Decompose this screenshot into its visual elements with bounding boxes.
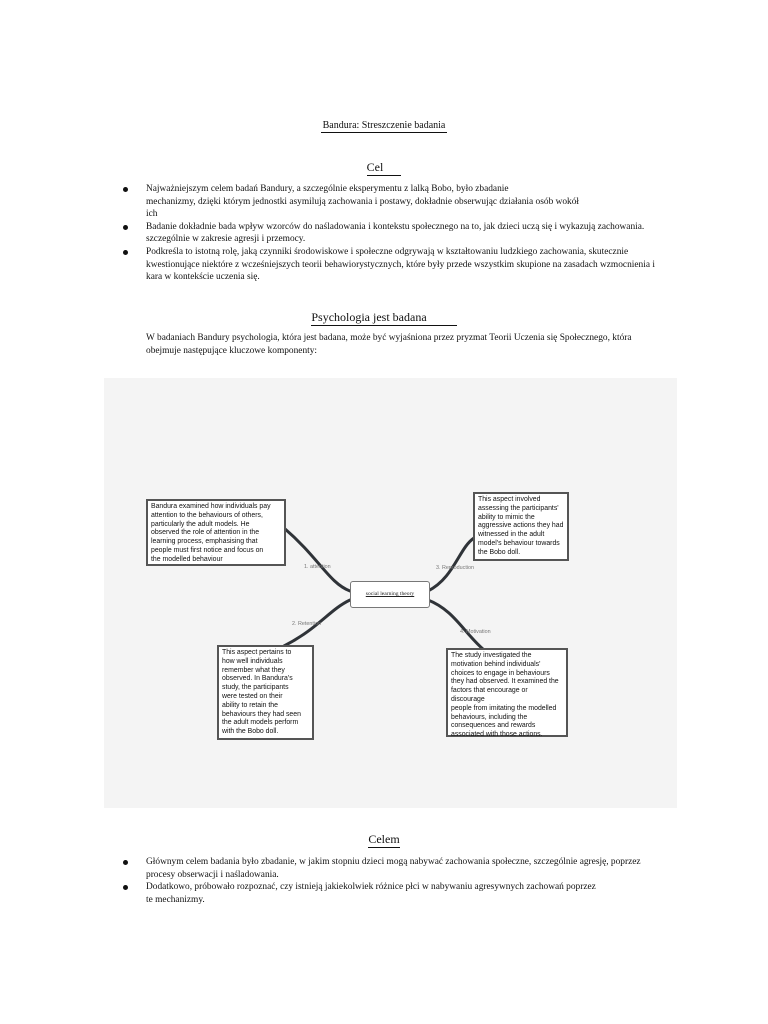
label-attention: 1. attention: [304, 564, 331, 570]
attention-box: Bandura examined how individuals pay attention to the behaviours of others, particularly the adult models. He observed the role of attention in the learning process, emphasising that people must first notice and focus on the modelled behaviour: [146, 499, 286, 566]
list-item: Dodatkowo, próbowało rozpoznać, czy istnieją jakiekolwiek różnice płci w nabywaniu agresywnych zachowań poprzez te mechanizmy.: [121, 881, 689, 906]
list-item: Podkreśla to istotną rolę, jaką czynniki środowiskowe i społeczne odgrywają w kształtowaniu ludzkiego zachowania, skutecznie kwestionujące niektóre z wcześniejszych teorii behawiorystycznych, które były przede wszystkim skupione na zasadach wzmocnienia i kara w kontekście uczenia się.: [121, 246, 689, 284]
bullet-icon: [123, 885, 128, 890]
list-item: Głównym celem badania było zbadanie, w jakim stopniu dzieci mogą nabywać zachowania społeczne, szczególnie agresję, poprzez procesy obserwacji i naśladowania.: [121, 856, 689, 881]
list-item: Badanie dokładnie bada wpływ wzorców do naśladowania i kontekstu społecznego na to, jak dzieci uczą się i wykazują zachowania. szczególnie w zakresie agresji i przemocy.: [121, 221, 689, 246]
reproduction-box: This aspect involved assessing the participants' ability to mimic the aggressive actions they had witnessed in the adult model's behaviour towards the Bobo doll.: [473, 492, 569, 561]
heading-text: Psychologia jest badana: [311, 310, 456, 326]
mind-map-figure: [104, 378, 677, 808]
motivation-box: The study investigated the motivation behind individuals' choices to engage in behaviours they had observed. It examined the factors that encourage or discourage people from imitating the modelled behaviours, including the consequences and rewards associated with those actions.: [446, 648, 568, 737]
bullet-icon: [123, 860, 128, 865]
central-node: social learning theory: [350, 581, 430, 608]
section-heading-cel: [0, 160, 768, 175]
list-item: Najważniejszym celem badań Bandury, a szczególnie eksperymentu z lalką Bobo, było zbadanie mechanizmy, dzięki którym jednostki asymilują zachowania i postawy, dokładnie obserwując działania osób wokół ich: [121, 183, 689, 221]
heading-text: Cel: [367, 160, 402, 176]
aims-list: [121, 856, 689, 906]
goals-list: [121, 183, 689, 284]
bullet-icon: [123, 250, 128, 255]
retention-box: This aspect pertains to how well individuals remember what they observed. In Bandura's study, the participants were tested on their ability to retain the behaviours they had seen the adult models perform with the Bobo doll.: [217, 645, 314, 740]
section-heading-psychology: [0, 310, 768, 325]
label-retention: 2. Retention: [292, 621, 322, 627]
label-motivation: 4. Motivation: [460, 629, 491, 635]
label-reproduction: 3. Reproduction: [436, 565, 475, 571]
bullet-icon: [123, 225, 128, 230]
document-title: Bandura: Streszczenie badania: [322, 120, 446, 131]
intro-paragraph: W badaniach Bandury psychologia, która jest badana, może być wyjaśniona przez pryzmat Teorii Uczenia się Społecznego, która obejmuje następujące kluczowe komponenty:: [146, 333, 632, 356]
branch-motivation: [428, 600, 484, 650]
bullet-icon: [123, 187, 128, 192]
section-heading-celem: [0, 832, 768, 847]
branch-attention: [284, 528, 350, 591]
heading-text: Celem: [368, 832, 400, 846]
